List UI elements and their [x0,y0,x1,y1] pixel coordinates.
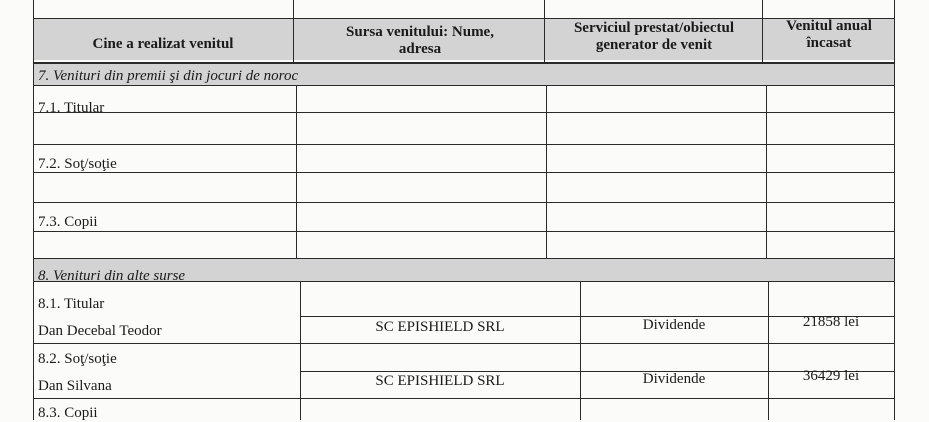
header-income-earner: Cine a realizat venitul [92,36,234,52]
annual-income: 36429 lei [802,368,860,384]
table-rule [894,0,895,420]
service-provided: Dividende [642,371,706,387]
table-rule [300,281,301,420]
income-source: SC EPISHIELD SRL [375,319,505,335]
table-rule [580,281,581,420]
table-rule [33,343,895,344]
annual-income: 21858 lei [802,314,860,330]
section-7-title: 7. Venituri din premii şi din jocuri de noroc [38,68,299,84]
table-rule [546,85,547,259]
header-annual-income: Venitul anual încasat [786,18,872,51]
table-rule [296,85,297,259]
row-label-7-1: 7.1. Titular [38,100,105,116]
table-rule [33,398,895,399]
table-rule [33,0,34,420]
table-rule [33,62,895,64]
table-rule [293,0,294,63]
table-rule [544,0,545,63]
row-label-8-3: 8.3. Copii [38,405,98,421]
income-source: SC EPISHIELD SRL [375,373,505,389]
income-earner-name: Dan Silvana [38,378,112,394]
table-rule [768,281,769,420]
row-label-7-2: 7.2. Soţ/soţie [38,156,117,172]
income-earner-name: Dan Decebal Teodor [38,323,162,339]
row-label-8-2: 8.2. Soţ/soţie [38,351,117,367]
table-rule [766,85,767,259]
row-label-8-1: 8.1. Titular [38,296,105,312]
table-rule [762,0,763,63]
service-provided: Dividende [642,317,706,333]
header-income-source: Sursa venitului: Nume, adresa [346,24,494,57]
row-label-7-3: 7.3. Copii [38,214,98,230]
section-8-title: 8. Venituri din alte surse [38,268,186,284]
header-service-provided: Serviciul prestat/obiectul generator de venit [573,20,735,53]
